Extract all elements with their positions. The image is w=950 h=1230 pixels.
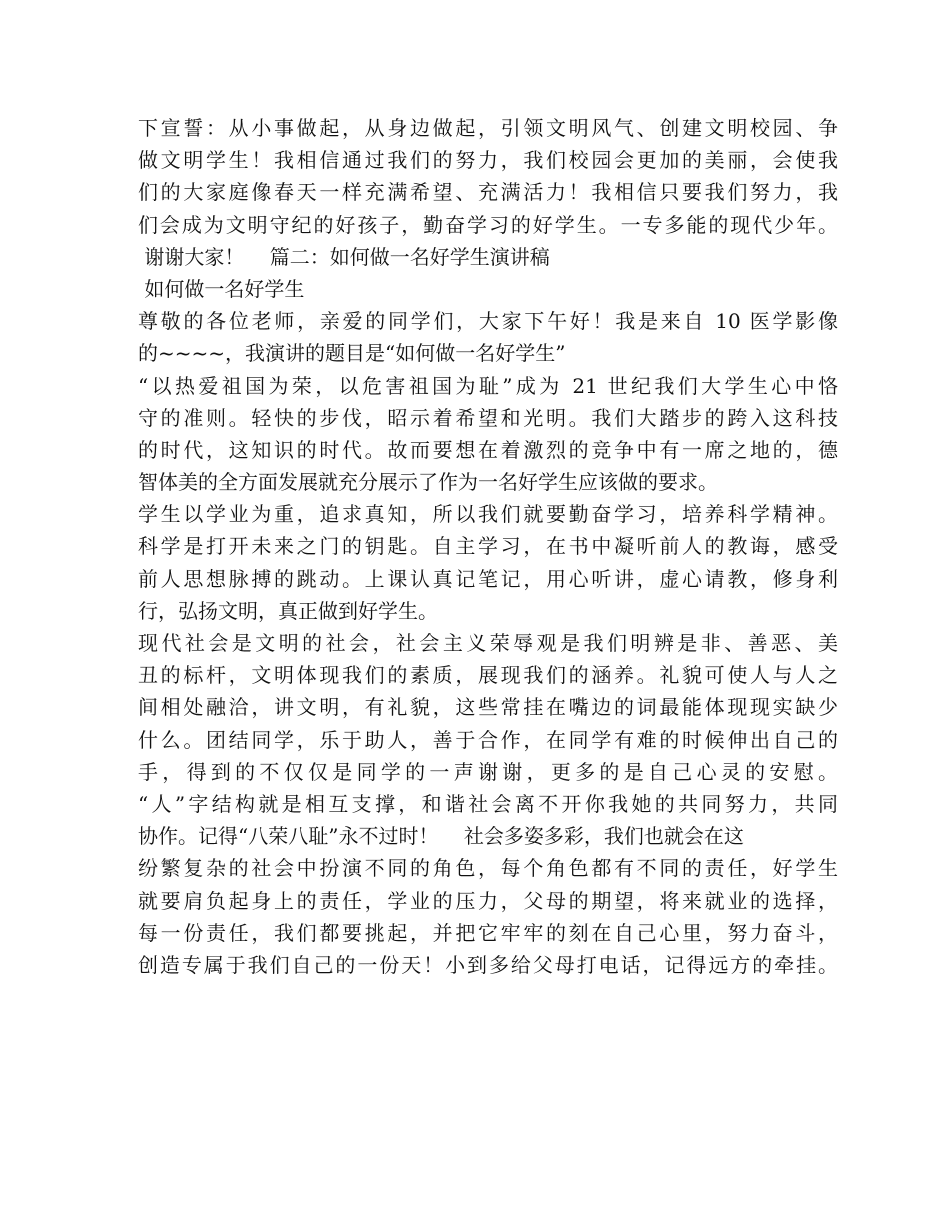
text-line: 们的大家庭像春天一样充满希望、充满活力！我相信只要我们努力，我 (138, 180, 838, 205)
text-line: 纷繁复杂的社会中扮演不同的角色，每个角色都有不同的责任，好学生 (138, 856, 838, 881)
text-line: 做文明学生！我相信通过我们的努力，我们校园会更加的美丽，会使我 (138, 148, 838, 173)
text-line: 学生以学业为重，追求真知，所以我们就要勤奋学习，培养科学精神。 (138, 502, 838, 527)
text-line: 尊敬的各位老师，亲爱的同学们，大家下午好！我是来自 10 医学影像 (138, 309, 838, 334)
text-line: 的~~~~，我演讲的题目是“如何做一名好学生” (138, 341, 566, 366)
text-line: 下宣誓：从小事做起，从身边做起，引领文明风气、创建文明校园、争 (138, 116, 838, 140)
text-line: “以热爱祖国为荣，以危害祖国为耻”成为 21 世纪我们大学生心中恪 (138, 373, 838, 398)
text-line: 协作。记得“八荣八耻”永不过时！ 社会多姿多彩，我们也就会在这 (138, 824, 744, 849)
text-line: 每一份责任，我们都要挑起，并把它牢牢的刻在自己心里，努力奋斗， (138, 920, 838, 945)
text-line: 前人思想脉搏的跳动。上课认真记笔记，用心听讲，虚心请教，修身利 (138, 566, 838, 591)
text-line: 手，得到的不仅仅是同学的一声谢谢，更多的是自己心灵的安慰。 (138, 759, 838, 784)
text-line: 谢谢大家！ 篇二：如何做一名好学生演讲稿 (138, 244, 550, 269)
speech-text-body (138, 112, 838, 981)
text-line: 们会成为文明守纪的好孩子，勤奋学习的好学生。一专多能的现代少年。 (138, 212, 838, 237)
text-line: 什么。团结同学，乐于助人，善于合作，在同学有难的时候伸出自己的 (138, 727, 838, 752)
text-line: 间相处融洽，讲文明，有礼貌，这些常挂在嘴边的词最能体现现实缺少 (138, 695, 838, 720)
text-line: 现代社会是文明的社会，社会主义荣辱观是我们明辨是非、善恶、美 (138, 631, 838, 655)
text-line: 的时代，这知识的时代。故而要想在着激烈的竞争中有一席之地的，德 (138, 437, 838, 462)
text-line: “人”字结构就是相互支撑，和谐社会离不开你我她的共同努力，共同 (138, 791, 838, 816)
text-line: 就要肩负起身上的责任，学业的压力，父母的期望，将来就业的选择， (138, 888, 838, 913)
text-line: 科学是打开未来之门的钥匙。自主学习，在书中凝听前人的教诲，感受 (138, 534, 838, 559)
text-line: 守的准则。轻快的步伐，昭示着希望和光明。我们大踏步的跨入这科技 (138, 405, 838, 430)
text-line: 行，弘扬文明，真正做到好学生。 (138, 598, 438, 623)
text-line: 智体美的全方面发展就充分展示了作为一名好学生应该做的要求。 (138, 470, 718, 495)
section-subtitle: 如何做一名好学生 (138, 276, 305, 301)
text-line: 丑的标杆，文明体现我们的素质，展现我们的涵养。礼貌可使人与人之 (138, 663, 838, 688)
text-line: 创造专属于我们自己的一份天！小到多给父母打电话，记得远方的牵挂。 (138, 952, 838, 977)
